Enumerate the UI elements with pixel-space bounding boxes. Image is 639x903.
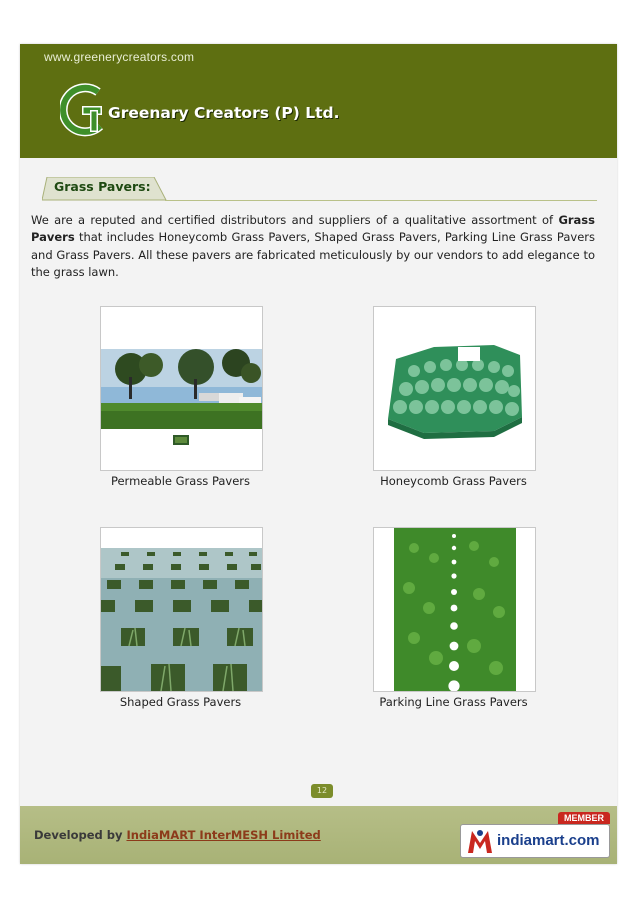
badge-box xyxy=(460,824,610,858)
indiamart-member-badge[interactable] xyxy=(460,812,610,858)
brochure-page xyxy=(20,44,617,864)
caption-parking-line: Parking Line Grass Pavers xyxy=(379,695,528,709)
caption-shaped: Shaped Grass Pavers xyxy=(119,695,242,709)
caption-permeable: Permeable Grass Pavers xyxy=(110,474,251,488)
product-image-shaped[interactable] xyxy=(100,527,263,692)
indiamart-logo-icon xyxy=(465,827,495,855)
member-label: MEMBER xyxy=(558,812,610,824)
badge-text: indiamart.com xyxy=(497,832,600,849)
intro-text-2: that includes Honeycomb Grass Pavers, Shaped Grass Pavers, Parking Line Grass Pavers and Grass Pavers. All these pavers are fabricated meticulously by our vendors to add elegance to the grass lawn. xyxy=(31,230,595,280)
parking-line-pavers-photo xyxy=(374,528,535,691)
footer-band xyxy=(20,806,617,864)
developed-by-label: Developed by xyxy=(34,828,127,842)
intro-text-1: We are a reputed and certified distributors and suppliers of a qualitative assortment of xyxy=(31,213,559,227)
company-name: Greenary Creators (P) Ltd. xyxy=(108,104,340,122)
section-divider xyxy=(165,200,597,201)
honeycomb-pavers-photo xyxy=(374,307,535,470)
developer-link[interactable]: IndiaMART InterMESH Limited xyxy=(126,828,321,842)
developed-by xyxy=(34,828,321,842)
product-image-parking-line[interactable] xyxy=(373,527,536,692)
product-image-honeycomb[interactable] xyxy=(373,306,536,471)
caption-honeycomb: Honeycomb Grass Pavers xyxy=(380,474,527,488)
section-title: Grass Pavers: xyxy=(54,179,151,194)
permeable-pavers-photo xyxy=(101,307,262,470)
header-band xyxy=(20,44,617,158)
intro-paragraph xyxy=(31,212,595,282)
product-image-permeable[interactable] xyxy=(100,306,263,471)
website-url[interactable]: www.greenerycreators.com xyxy=(44,50,195,64)
logo-mark-icon xyxy=(60,82,106,138)
intro-bold: Grass Pavers xyxy=(31,213,595,245)
shaped-pavers-photo xyxy=(101,528,262,691)
company-logo xyxy=(60,82,360,142)
page-number: 12 xyxy=(311,784,333,798)
